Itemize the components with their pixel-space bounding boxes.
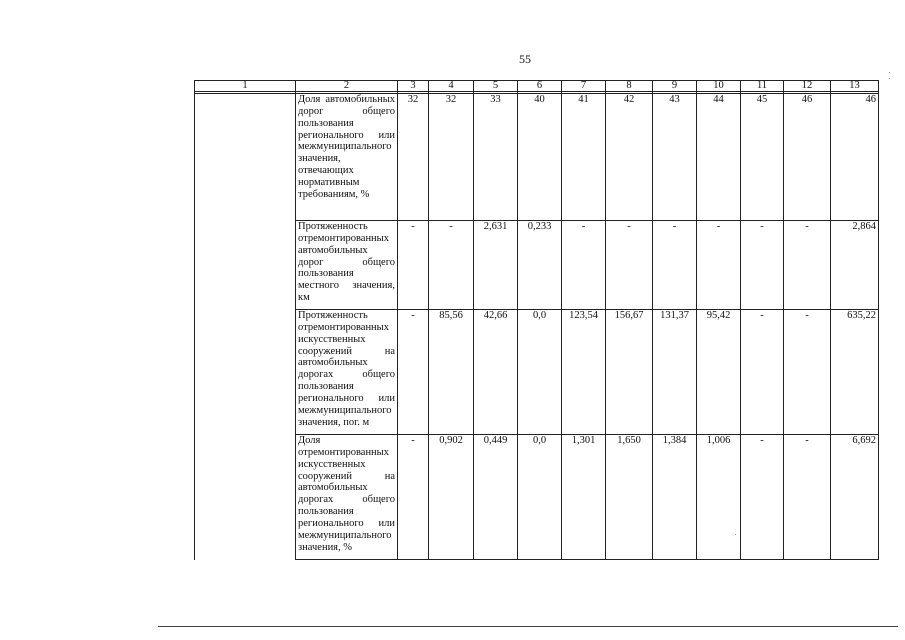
value-cell: 43 xyxy=(653,94,697,221)
value-cell: - xyxy=(741,221,784,310)
indicator-label: Доля отремонтированных искусственных сооружений на автомобильных дорогах общего пользования регионального или межмуниципального значения, % xyxy=(296,435,398,560)
value-cell: 0,0 xyxy=(518,310,562,435)
column-header: 8 xyxy=(606,81,653,92)
value-cell: 41 xyxy=(562,94,606,221)
value-cell: 123,54 xyxy=(562,310,606,435)
value-cell: - xyxy=(653,221,697,310)
value-cell: 44 xyxy=(697,94,741,221)
column-header: 10 xyxy=(697,81,741,92)
value-cell: 95,42 xyxy=(697,310,741,435)
column-header: 1 xyxy=(195,81,296,92)
indicator-label: Протяженность отремонтированных искусственных сооружений на автомобильных дорогах общего пользования регионального или межмуниципального значения, пог. м xyxy=(296,310,398,435)
column-header: 4 xyxy=(429,81,474,92)
column-header: 12 xyxy=(784,81,831,92)
value-cell: 32 xyxy=(398,94,429,221)
value-cell: 1,384 xyxy=(653,435,697,560)
value-cell: 2,631 xyxy=(474,221,518,310)
value-cell: - xyxy=(398,310,429,435)
value-cell: 1,006 xyxy=(697,435,741,560)
total-value-cell: 46 xyxy=(831,94,879,221)
value-cell: - xyxy=(398,221,429,310)
value-cell: 1,301 xyxy=(562,435,606,560)
total-value-cell: 6,692 xyxy=(831,435,879,560)
indicator-table xyxy=(194,80,879,560)
column-header: 7 xyxy=(562,81,606,92)
column-header: 2 xyxy=(296,81,398,92)
value-cell: - xyxy=(784,310,831,435)
value-cell: 85,56 xyxy=(429,310,474,435)
scan-speck xyxy=(889,72,890,73)
value-cell: 33 xyxy=(474,94,518,221)
value-cell: - xyxy=(741,435,784,560)
value-cell: 45 xyxy=(741,94,784,221)
value-cell: 0,449 xyxy=(474,435,518,560)
column-header: 13 xyxy=(831,81,879,92)
table-row xyxy=(195,94,879,221)
column-header: 3 xyxy=(398,81,429,92)
column-header: 5 xyxy=(474,81,518,92)
value-cell: 131,37 xyxy=(653,310,697,435)
value-cell: 0,0 xyxy=(518,435,562,560)
value-cell: - xyxy=(429,221,474,310)
empty-merged-cell xyxy=(195,94,296,560)
value-cell: - xyxy=(697,221,741,310)
table-row xyxy=(195,221,879,310)
column-header: 6 xyxy=(518,81,562,92)
column-header: 9 xyxy=(653,81,697,92)
value-cell: 42 xyxy=(606,94,653,221)
table-row xyxy=(195,310,879,435)
value-cell: 46 xyxy=(784,94,831,221)
indicator-label: Протяженность отремонтированных автомобильных дорог общего пользования местного значения, км xyxy=(296,221,398,310)
value-cell: - xyxy=(606,221,653,310)
table-row xyxy=(195,435,879,560)
value-cell: 32 xyxy=(429,94,474,221)
page-number: 55 xyxy=(519,52,531,66)
value-cell: 0,902 xyxy=(429,435,474,560)
column-header: 11 xyxy=(741,81,784,92)
total-value-cell: 635,22 xyxy=(831,310,879,435)
value-cell: - xyxy=(398,435,429,560)
value-cell: 0,233 xyxy=(518,221,562,310)
value-cell: - xyxy=(562,221,606,310)
value-cell: 40 xyxy=(518,94,562,221)
value-cell: - xyxy=(784,435,831,560)
indicator-label: Доля автомобильных дорог общего пользования регионального или межмуниципального значения, отвечающих нормативным требованиям, % xyxy=(296,94,398,221)
value-cell: 1,650 xyxy=(606,435,653,560)
column-number-row xyxy=(195,81,879,92)
scan-speck xyxy=(889,78,890,79)
bottom-rule xyxy=(158,626,898,627)
value-cell: 42,66 xyxy=(474,310,518,435)
value-cell: - xyxy=(741,310,784,435)
scan-speck xyxy=(735,534,736,535)
value-cell: 156,67 xyxy=(606,310,653,435)
total-value-cell: 2,864 xyxy=(831,221,879,310)
value-cell: - xyxy=(784,221,831,310)
